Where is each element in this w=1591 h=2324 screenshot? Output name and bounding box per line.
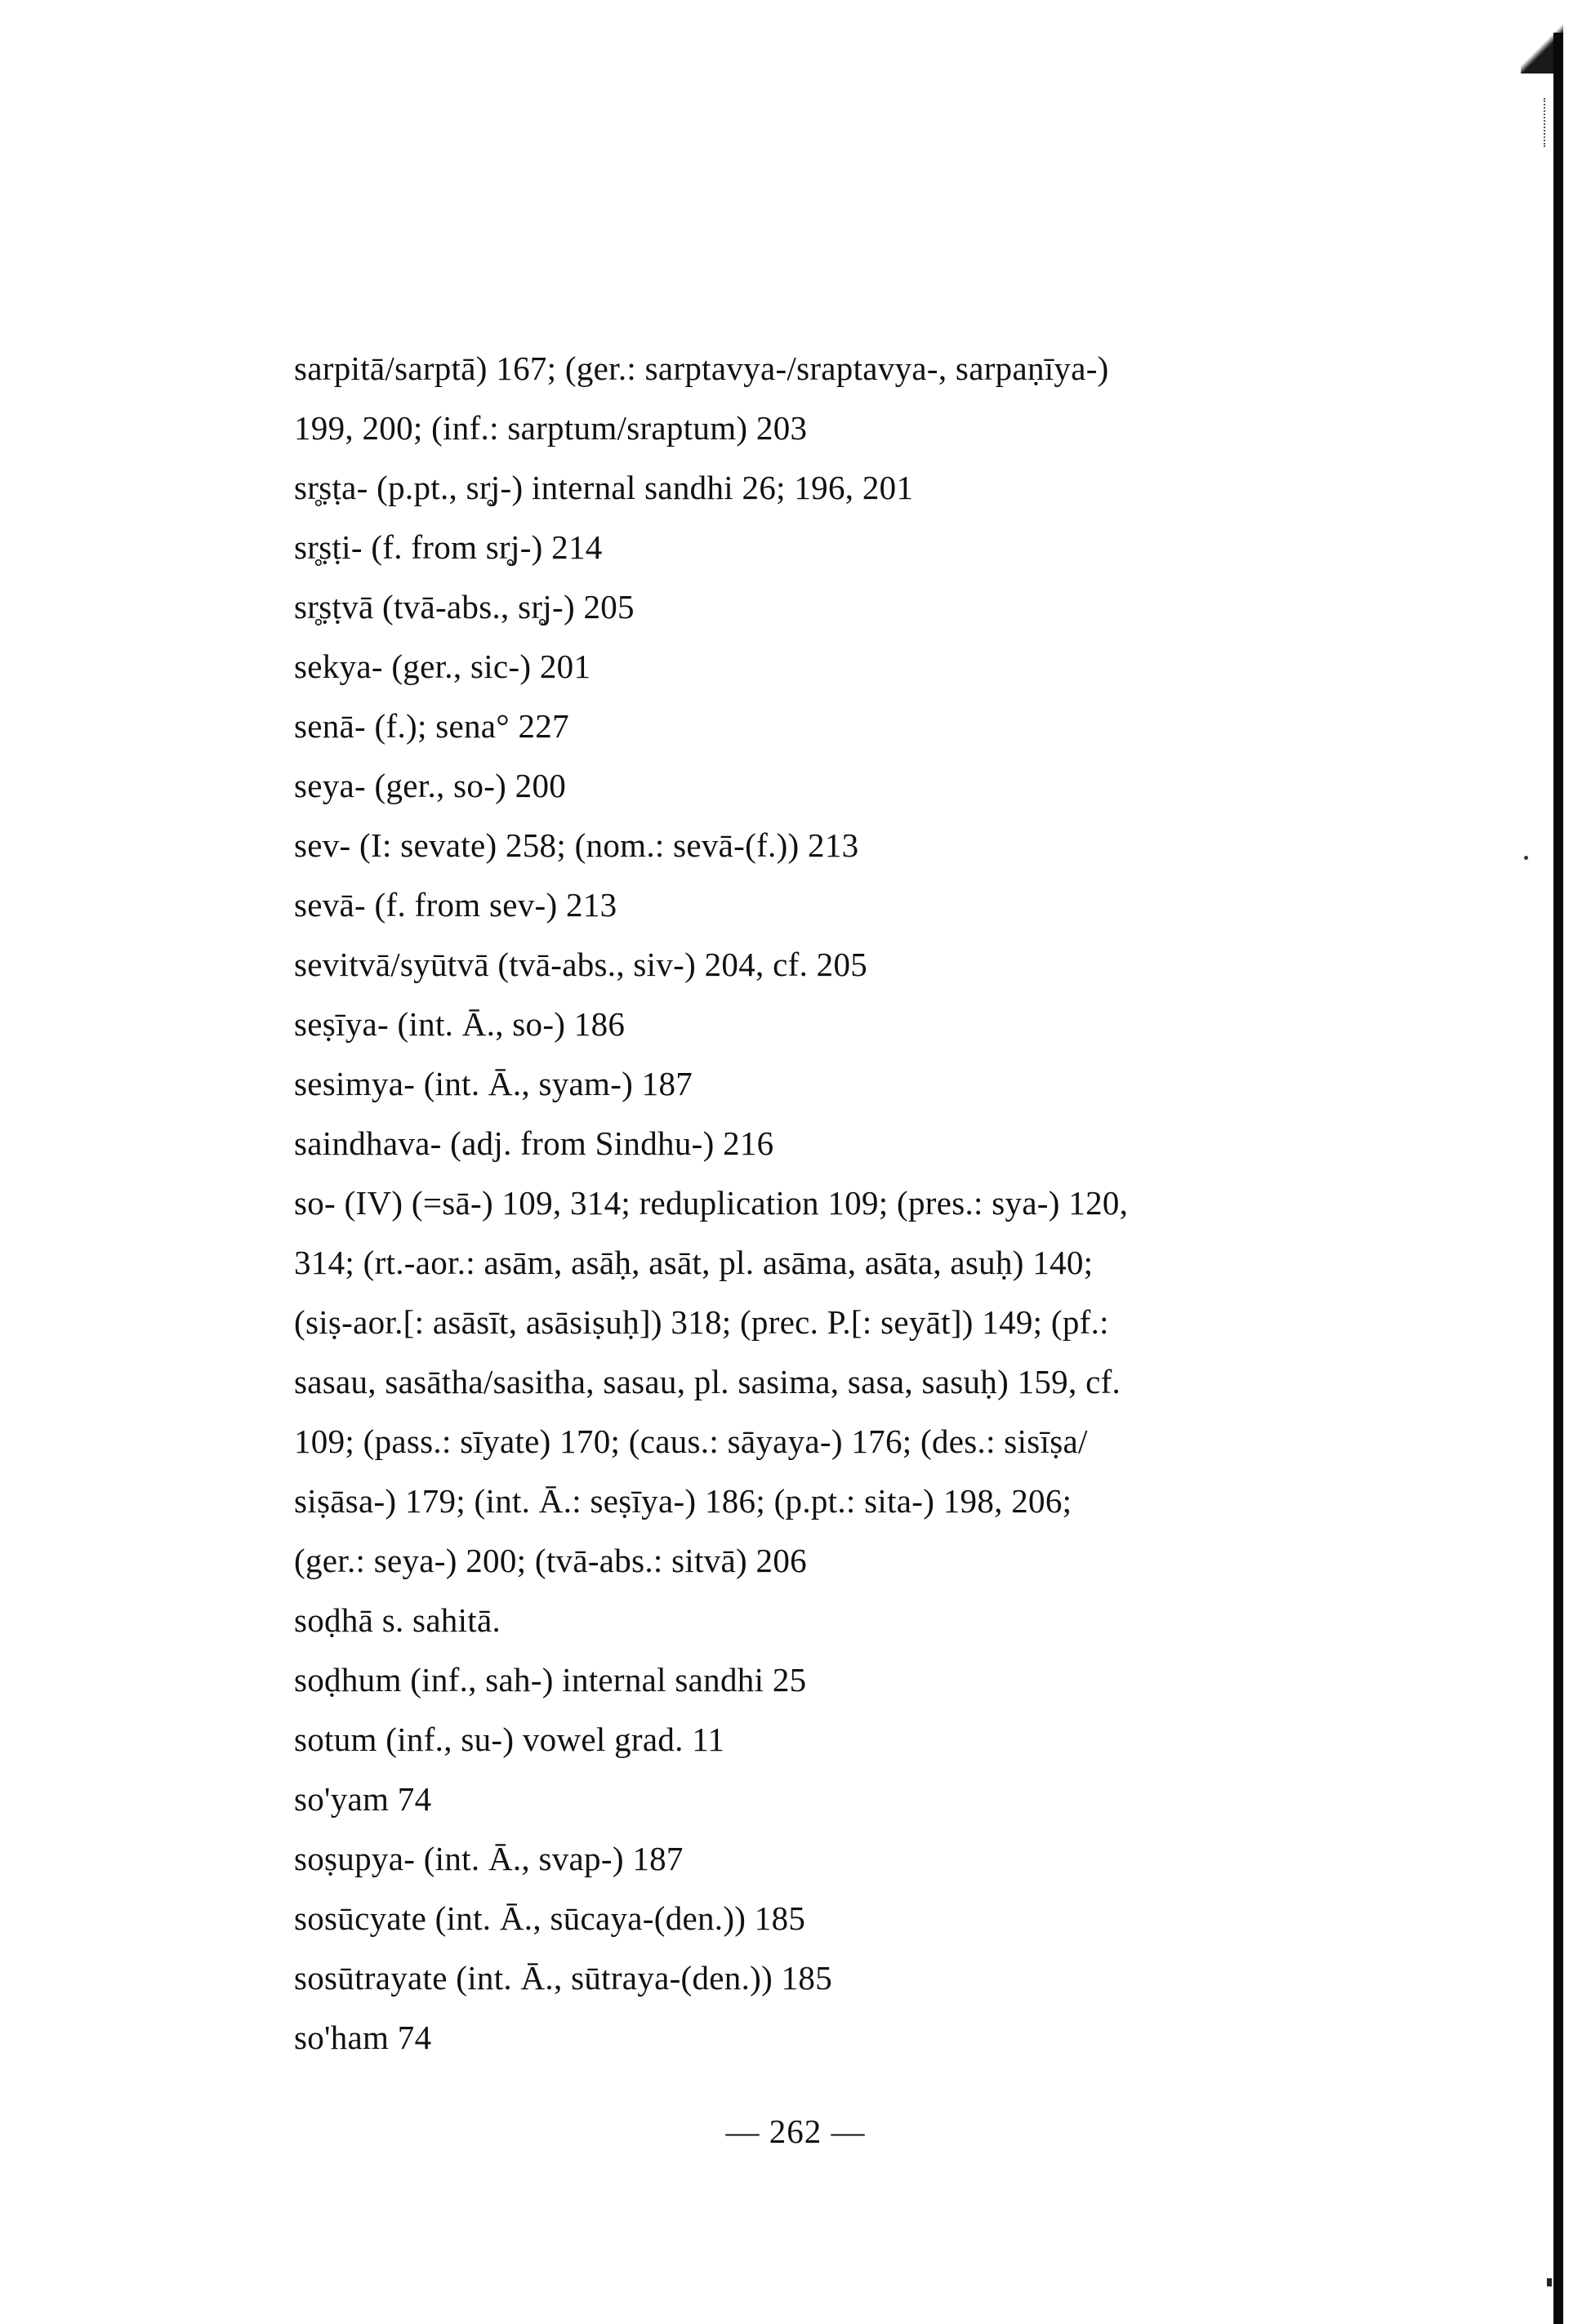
scan-edge-bar <box>1553 33 1563 2324</box>
index-entry: sekya- (ger., sic-) 201 <box>294 648 591 685</box>
index-entry: senā- (f.); sena° 227 <box>294 707 569 745</box>
index-entry: so- (IV) (=sā-) 109, 314; reduplication 109; (pres.: sya-) 120, 314; (rt.-aor.: asām, asāḥ, asāt, pl. asāma, asāta, asuḥ) 140; (siṣ-aor.[: asāsīt, asāsiṣuḥ]) 318; (prec. P.[: seyāt]) 149; (pf.: sasau, sasātha/sasitha, sasau, pl. sasima, sasa, sasuḥ) 159, cf. 109; (pass.: sīyate) 170; (caus.: sāyaya-) 176; (des.: sisīṣa/ siṣāsa-) 179; (int. Ā.: seṣīya-) 186; (p.pt.: sita-) 198, 206; (ger.: seya-) 200; (tvā-abs.: sitvā) 206 <box>294 1184 1129 1579</box>
index-entry: sr̥ṣṭi- (f. from sr̥j-) 214 <box>294 528 603 566</box>
index-entry: sarpitā/sarptā) 167; (ger.: sarptavya-/sraptavya-, sarpaṇīya-) 199, 200; (inf.: sarptum/sraptum) 203 <box>294 349 1109 447</box>
index-entry: sesimya- (int. Ā., syam-) 187 <box>294 1065 693 1102</box>
index-entry: sr̥ṣṭvā (tvā-abs., sr̥j-) 205 <box>294 588 635 626</box>
index-entry: sr̥ṣṭa- (p.pt., sr̥j-) internal sandhi 26; 196, 201 <box>294 469 914 506</box>
index-entry: seya- (ger., so-) 200 <box>294 767 567 804</box>
index-entry: soḍhā s. sahitā. <box>294 1601 501 1639</box>
index-entry: so'yam 74 <box>294 1780 432 1818</box>
index-entry: soṣupya- (int. Ā., svap-) 187 <box>294 1840 684 1877</box>
index-entry: soḍhum (inf., sah-) internal sandhi 25 <box>294 1661 807 1698</box>
index-entry: seṣīya- (int. Ā., so-) 186 <box>294 1005 626 1043</box>
index-entry: sevā- (f. from sev-) 213 <box>294 886 617 924</box>
scan-speck <box>1524 856 1528 860</box>
index-entry: sosūcyate (int. Ā., sūcaya-(den.)) 185 <box>294 1899 806 1937</box>
scan-edge-marks <box>1544 98 1550 147</box>
scan-bottom-speck <box>1547 2278 1552 2286</box>
index-entry: sevitvā/syūtvā (tvā-abs., siv-) 204, cf. 205 <box>294 946 868 983</box>
index-entries <box>294 339 1388 2068</box>
index-entry: saindhava- (adj. from Sindhu-) 216 <box>294 1124 774 1162</box>
index-entry: sosūtrayate (int. Ā., sūtraya-(den.)) 185 <box>294 1959 832 1997</box>
index-entry: so'ham 74 <box>294 2019 432 2056</box>
index-entry: sotum (inf., su-) vowel grad. 11 <box>294 1721 725 1758</box>
page-number: — 262 — <box>725 2113 866 2150</box>
index-entry: sev- (I: sevate) 258; (nom.: sevā-(f.)) 213 <box>294 826 859 864</box>
